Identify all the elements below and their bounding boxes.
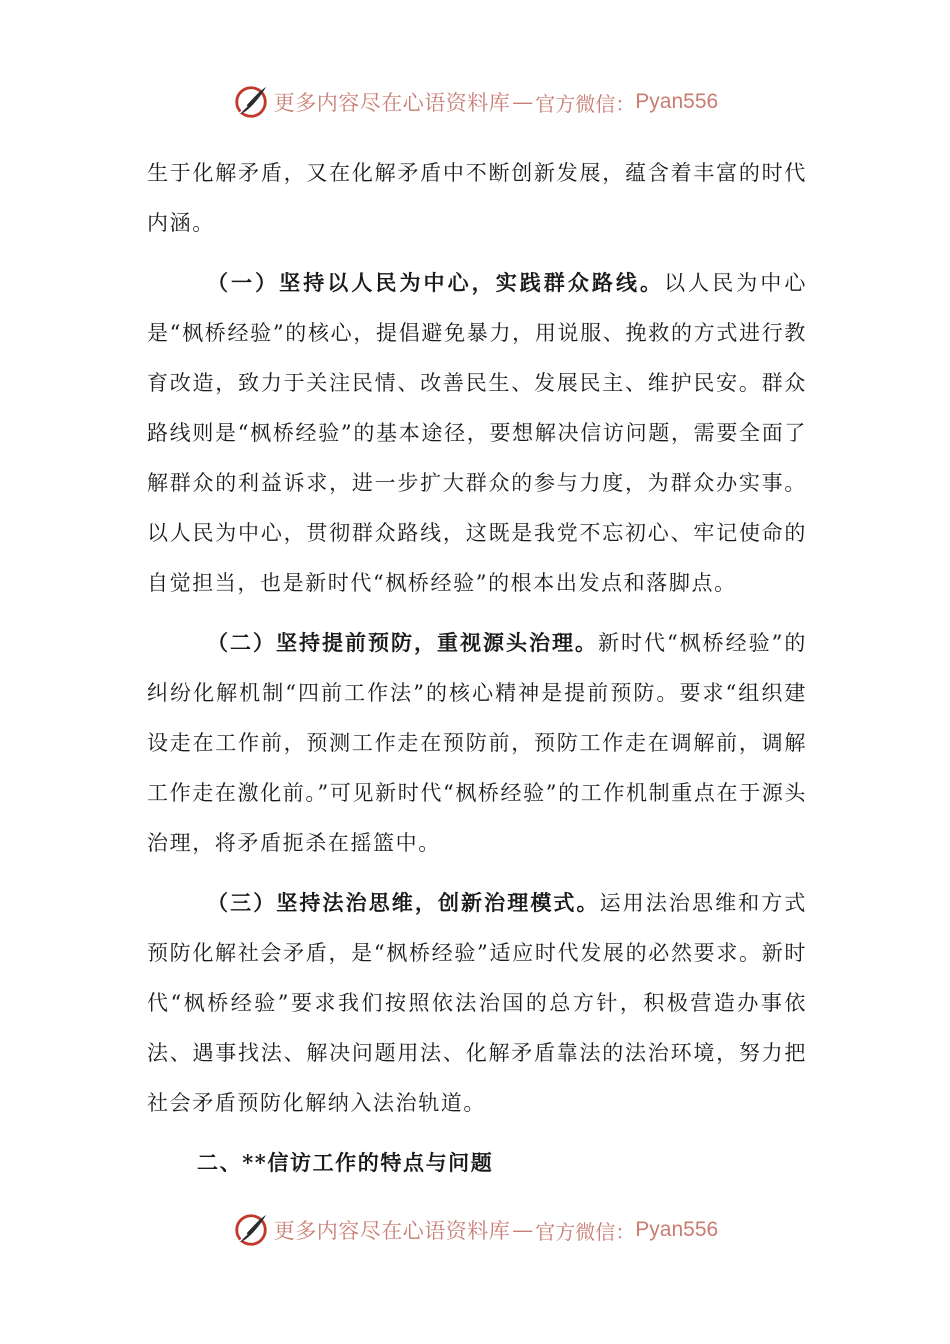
watermark-subtitle: 官方微信： bbox=[535, 91, 636, 116]
header-watermark bbox=[0, 80, 950, 124]
watermark-dash: — bbox=[512, 1218, 534, 1242]
watermark-wechat-id: Pyan556 bbox=[635, 1218, 719, 1241]
watermark-dash: — bbox=[512, 90, 534, 114]
paragraph bbox=[147, 258, 807, 608]
paragraph-lead: （一）坚持以人民为中心，实践群众路线。 bbox=[207, 270, 665, 295]
watermark-title: 更多内容尽在心语资料库 bbox=[273, 91, 511, 115]
paragraph bbox=[147, 618, 807, 868]
paragraph bbox=[147, 878, 807, 1128]
paragraph-text: 新时代“枫桥经验”的纠纷化解机制“四前工作法”的核心精神是提前预防。要求“组织建设走在工作前，预测工作走在预防前，预防工作走在调解前，调解工作走在激化前。”可见新时代“枫桥经验”的工作机制重点在于源头治理，将矛盾扼杀在摇篮中。 bbox=[147, 631, 807, 855]
quill-pen-logo bbox=[232, 1211, 270, 1249]
paragraph bbox=[147, 148, 807, 248]
quill-pen-logo bbox=[232, 83, 270, 121]
paragraph-text: 运用法治思维和方式预防化解社会矛盾，是“枫桥经验”适应时代发展的必然要求。新时代“枫桥经验”要求我们按照依法治国的总方针，积极营造办事依法、遇事找法、解决问题用法、化解矛盾靠法的法治环境，努力把社会矛盾预防化解纳入法治轨道。 bbox=[147, 891, 807, 1115]
section-heading: 二、**信访工作的特点与问题 bbox=[197, 1150, 494, 1175]
paragraph-lead: （二）坚持提前预防，重视源头治理。 bbox=[207, 630, 598, 655]
watermark-subtitle: 官方微信： bbox=[535, 1219, 636, 1244]
watermark-title: 更多内容尽在心语资料库 bbox=[273, 1219, 511, 1243]
footer-watermark bbox=[0, 1208, 950, 1252]
paragraph-lead: （三）坚持法治思维，创新治理模式。 bbox=[207, 890, 600, 915]
paragraph-text: 以人民为中心是“枫桥经验”的核心，提倡避免暴力，用说服、挽救的方式进行教育改造，致力于关注民情、改善民生、发展民主、维护民安。群众路线则是“枫桥经验”的基本途径，要想解决信访问题，需要全面了解群众的利益诉求，进一步扩大群众的参与力度，为群众办实事。以人民为中心，贯彻群众路线，这既是我党不忘初心、牢记使命的自觉担当，也是新时代“枫桥经验”的根本出发点和落脚点。 bbox=[147, 271, 807, 595]
paragraph-text: 生于化解矛盾，又在化解矛盾中不断创新发展，蕴含着丰富的时代内涵。 bbox=[147, 161, 807, 235]
watermark-wechat-id: Pyan556 bbox=[635, 90, 719, 113]
document-body bbox=[147, 148, 807, 1188]
